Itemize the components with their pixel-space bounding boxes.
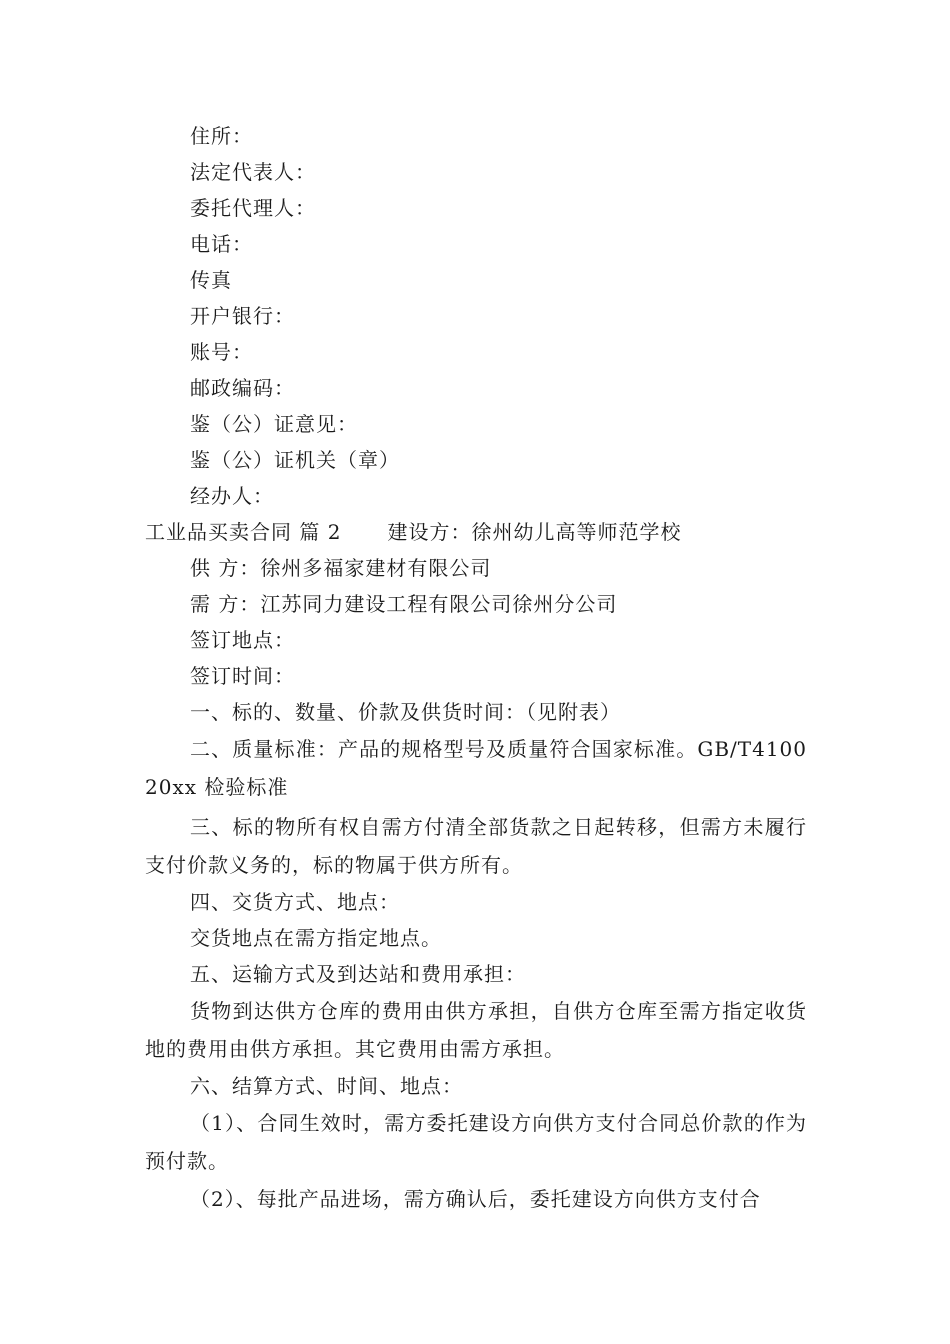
account-line: 账号：	[190, 340, 253, 364]
clause-2: 二、质量标准：产品的规格型号及质量符合国家标准。GB/T410020xx 检验标准	[145, 737, 807, 799]
address-line: 住所：	[190, 124, 253, 148]
sign-time-line: 签订时间：	[190, 664, 295, 688]
document-content	[145, 118, 807, 1218]
bank-line: 开户银行：	[190, 304, 295, 328]
contract-title-line	[145, 514, 807, 550]
clause-5-title: 五、运输方式及到达站和费用承担：	[190, 962, 526, 986]
clause-1: 一、标的、数量、价款及供货时间：（见附表）	[190, 700, 621, 724]
agent-line: 委托代理人：	[190, 196, 316, 220]
clause-5-body: 货物到达供方仓库的费用由供方承担，自供方仓库至需方指定收货地的费用由供方承担。其它费用由需方承担。	[145, 999, 807, 1061]
clause-3: 三、标的物所有权自需方付清全部货款之日起转移，但需方未履行支付价款义务的，标的物属于供方所有。	[145, 815, 807, 877]
clause-6-title: 六、结算方式、时间、地点：	[190, 1074, 463, 1098]
fax-line: 传真	[190, 268, 232, 292]
postal-line: 邮政编码：	[190, 376, 295, 400]
phone-line: 电话：	[190, 232, 253, 256]
builder-party: 建设方：徐州幼儿高等师范学校	[387, 520, 682, 544]
contract-title: 工业品买卖合同 篇 2	[145, 520, 342, 544]
clause-4-title: 四、交货方式、地点：	[190, 890, 400, 914]
notary-handler-line: 经办人：	[190, 484, 274, 508]
clause-4-body: 交货地点在需方指定地点。	[190, 926, 442, 950]
buyer-line: 需 方：江苏同力建设工程有限公司徐州分公司	[190, 592, 618, 616]
notary-office-line: 鉴（公）证机关（章）	[190, 448, 400, 472]
notary-opinion-line: 鉴（公）证意见：	[190, 412, 358, 436]
clause-6-item-2: （2）、每批产品进场，需方确认后，委托建设方向供方支付合	[190, 1187, 761, 1211]
clause-6-item-1: （1）、合同生效时，需方委托建设方向供方支付合同总价款的作为预付款。	[145, 1111, 807, 1173]
supplier-line: 供 方：徐州多福家建材有限公司	[190, 556, 492, 580]
legal-rep-line: 法定代表人：	[190, 160, 316, 184]
sign-place-line: 签订地点：	[190, 628, 295, 652]
